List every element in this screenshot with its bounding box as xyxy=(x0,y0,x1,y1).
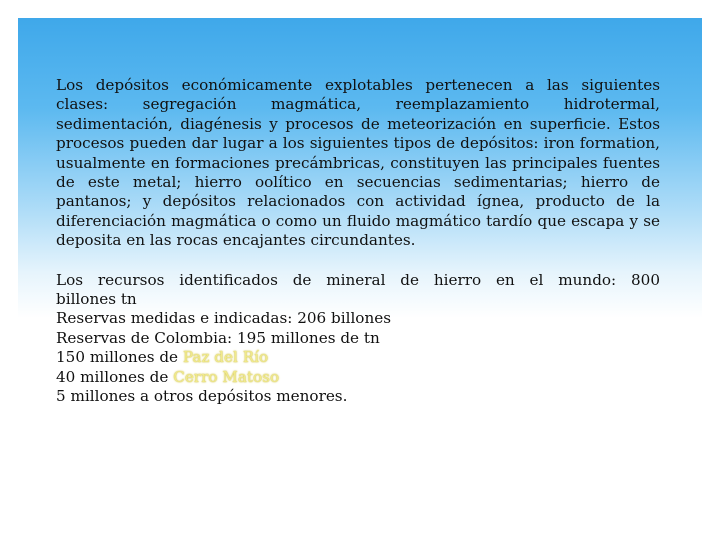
reserves-measured-line: Reservas medidas e indicadas: 206 billones xyxy=(56,309,392,328)
slide-content xyxy=(56,76,660,407)
reserves-colombia-line: Reservas de Colombia: 195 millones de tn xyxy=(56,328,380,347)
cerro-matoso-highlight: Cerro Matoso xyxy=(173,367,280,386)
paz-del-rio-prefix: 150 millones de xyxy=(56,348,183,367)
paz-del-rio-highlight: Paz del Río xyxy=(182,348,269,367)
paz-del-rio-line xyxy=(56,348,660,367)
cerro-matoso-prefix: 40 millones de xyxy=(56,367,174,386)
resources-world-line-cont: billones tn xyxy=(56,290,137,309)
other-deposits-line: 5 millones a otros depósitos menores. xyxy=(56,387,348,406)
paragraph-iron-resources xyxy=(56,271,660,407)
resources-world-line: Los recursos identificados de mineral de hierro en el mundo: 800 xyxy=(56,270,660,289)
cerro-matoso-line xyxy=(56,368,660,387)
paragraph-deposit-types: Los depósitos económicamente explotables pertenecen a las siguientes clases: segregación magmática, reemplazamiento hidrotermal, sedimentación, diagénesis y procesos de meteorización en superficie. Estos procesos pueden dar lugar a los siguientes tipos de depósitos: iron formation, usualmente en formaciones precámbricas, constituyen las principales fuentes de este metal; hierro oolítico en secuencias sedimentarias; hierro de pantanos; y depósitos relacionados con actividad ígnea, producto de la diferenciación magmática o como un fluido magmático tardío que escapa y se deposita en las rocas encajantes circundantes. xyxy=(56,76,660,250)
